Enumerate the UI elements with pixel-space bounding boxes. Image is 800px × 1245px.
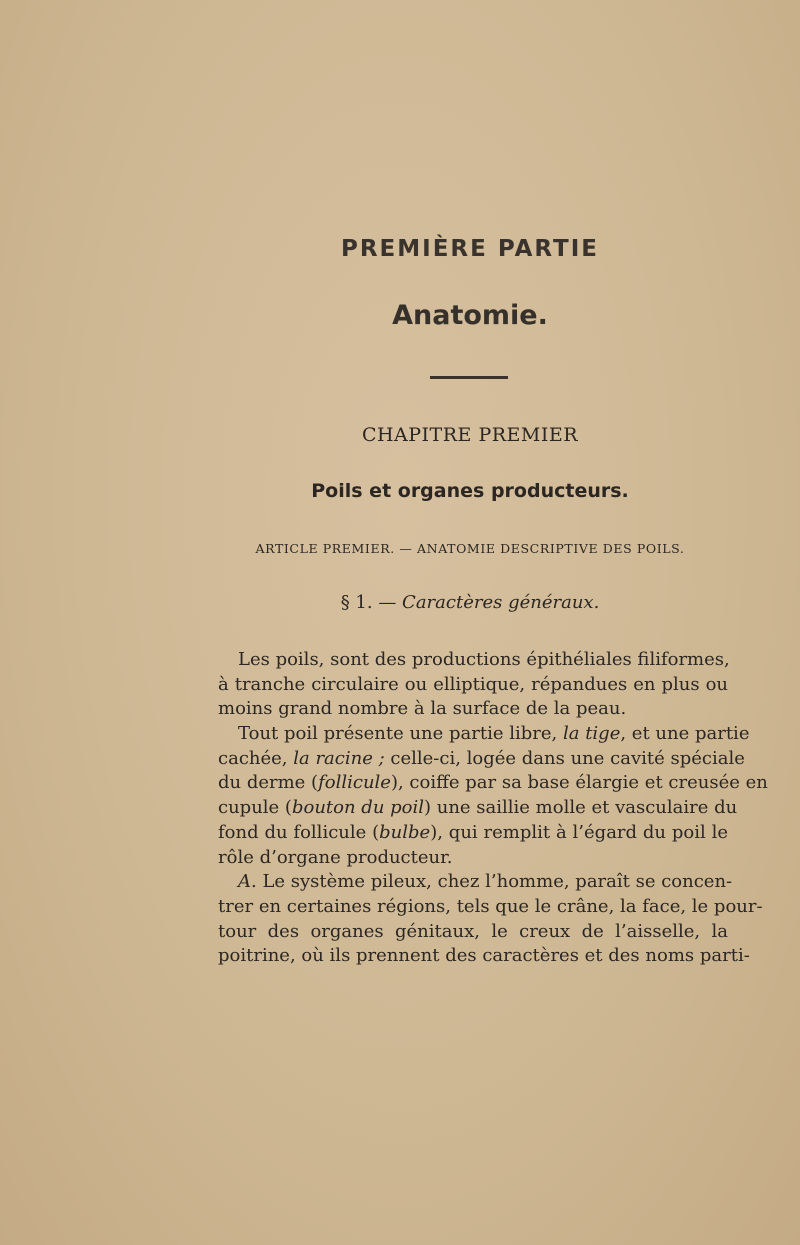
text-line: à tranche circulaire ou elliptique, répandues en plus ou xyxy=(218,673,728,695)
text-line: moins grand nombre à la surface de la peau. xyxy=(218,698,627,720)
text-line: rôle d’organe producteur. xyxy=(218,846,453,868)
title-rule xyxy=(430,376,508,379)
text-line: fond du follicule (bulbe), qui remplit à l’égard du poil le xyxy=(218,821,728,843)
text-line: Les poils, sont des productions épithéliales filiformes, xyxy=(238,649,730,670)
chapter-subtitle: Poils et organes producteurs. xyxy=(311,480,629,502)
text-line: poitrine, où ils prennent des caractères et des noms parti- xyxy=(218,945,750,967)
text-line: cupule (bouton du poil) une saillie molle et vasculaire du xyxy=(218,797,738,819)
part-title: PREMIÈRE PARTIE xyxy=(340,236,600,262)
chapter-title: CHAPITRE PREMIER xyxy=(361,424,579,446)
section-title: Anatomie. xyxy=(392,300,548,331)
paragraph-number: § 1. — xyxy=(340,592,403,613)
paragraph-title: Caractères généraux. xyxy=(402,592,600,613)
text-line: tour des organes génitaux, le creux de l’aisselle, la xyxy=(218,920,728,942)
text-line: A. Le système pileux, chez l’homme, paraît se concen- xyxy=(238,871,733,893)
article-title: ARTICLE PREMIER. — ANATOMIE DESCRIPTIVE DES POILS. xyxy=(255,541,685,556)
paragraph-heading xyxy=(0,592,800,613)
text-line: Tout poil présente une partie libre, la tige, et une partie xyxy=(238,723,750,745)
text-line: cachée, la racine ; celle-ci, logée dans une cavité spéciale xyxy=(218,747,745,769)
text-line: du derme (follicule), coiffe par sa base élargie et creusée en xyxy=(218,772,768,794)
text-line: trer en certaines régions, tels que le crâne, la face, le pour- xyxy=(218,895,763,917)
body-text xyxy=(218,648,768,969)
